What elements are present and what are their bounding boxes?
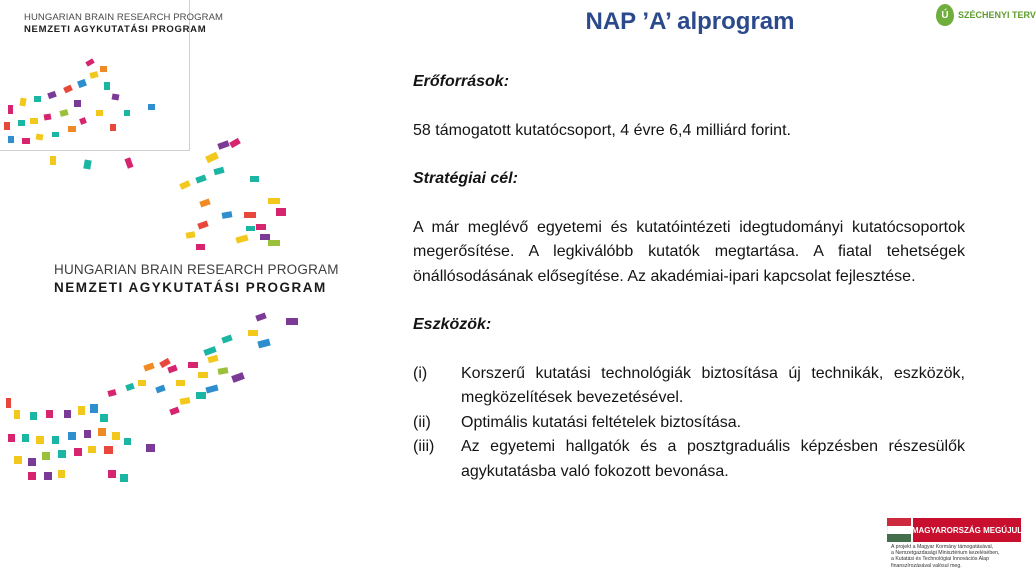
confetti-piece — [30, 412, 37, 420]
confetti-piece — [50, 156, 56, 165]
list-text: Optimális kutatási feltételek biztosítása. — [461, 413, 742, 431]
confetti-piece — [257, 339, 270, 349]
confetti-piece — [22, 434, 29, 442]
confetti-piece — [8, 434, 15, 442]
confetti-piece — [260, 234, 270, 240]
strategy-heading: Stratégiai cél: — [413, 170, 518, 187]
confetti-piece — [250, 176, 259, 182]
funding-note — [891, 544, 1023, 569]
confetti-piece — [268, 198, 280, 204]
confetti-piece — [107, 389, 116, 397]
confetti-piece — [197, 220, 208, 229]
confetti-piece — [205, 385, 218, 394]
confetti-piece — [268, 240, 280, 246]
confetti-piece — [108, 470, 116, 478]
confetti-piece — [248, 330, 258, 336]
confetti-piece — [176, 380, 185, 386]
funding-note-line: a Kutatási és Technológiai Innovációs Alap — [891, 556, 989, 563]
small-logo-english: HUNGARIAN BRAIN RESEARCH PROGRAM — [24, 12, 224, 23]
confetti-piece — [138, 380, 146, 386]
confetti-piece — [203, 346, 216, 356]
confetti-piece — [28, 472, 36, 480]
list-number: (iii) — [413, 438, 435, 455]
hungarian-flag-icon — [887, 518, 911, 542]
confetti-piece — [218, 367, 229, 375]
szechenyi-leaf-icon: Ú — [936, 4, 954, 26]
confetti-piece — [28, 458, 36, 466]
confetti-piece — [195, 174, 206, 183]
confetti-piece — [217, 140, 229, 149]
tools-list-item — [413, 435, 965, 484]
confetti-piece — [155, 385, 166, 394]
slide-content — [413, 70, 965, 484]
confetti-piece — [14, 410, 20, 419]
megujul-banner: MAGYARORSZÁG MEGÚJUL — [913, 518, 1021, 542]
confetti-piece — [74, 448, 82, 456]
confetti-piece — [104, 446, 113, 454]
confetti-piece — [196, 392, 206, 399]
confetti-piece — [124, 438, 131, 445]
flag-stripe-green — [887, 534, 911, 542]
confetti-piece — [205, 152, 219, 163]
confetti-piece — [188, 362, 198, 368]
program-name-hungarian: NEMZETI AGYKUTATÁSI PROGRAM — [54, 280, 327, 295]
tools-list-item — [413, 362, 965, 411]
funding-note-line: finanszírozásával valósul meg. — [891, 562, 962, 569]
confetti-piece — [199, 198, 210, 207]
confetti-piece — [44, 472, 52, 480]
confetti-piece — [58, 450, 66, 458]
list-number: (i) — [413, 364, 428, 382]
confetti-piece — [58, 470, 65, 478]
confetti-piece — [42, 452, 50, 460]
confetti-piece — [146, 444, 155, 452]
confetti-piece — [196, 244, 205, 250]
confetti-piece — [68, 432, 76, 440]
confetti-piece — [125, 383, 135, 391]
confetti-piece — [124, 157, 133, 168]
confetti-piece — [64, 410, 71, 418]
confetti-piece — [246, 226, 255, 231]
confetti-piece — [231, 372, 245, 383]
flag-stripe-red — [887, 518, 911, 526]
program-name-english: HUNGARIAN BRAIN RESEARCH PROGRAM — [54, 262, 339, 277]
confetti-piece — [88, 446, 96, 453]
confetti-piece — [186, 231, 196, 238]
confetti-piece — [179, 180, 191, 190]
confetti-piece — [84, 430, 91, 438]
confetti-piece — [213, 167, 224, 175]
resources-heading: Erőforrások: — [413, 73, 510, 90]
confetti-piece — [6, 398, 11, 408]
list-text: Az egyetemi hallgatók és a posztgraduális képzésben részesülők agykutatásba való fokozott bevonása. — [461, 438, 965, 480]
szechenyi-label: SZÉCHENYI TERV — [958, 10, 1036, 20]
confetti-piece — [159, 358, 171, 368]
confetti-piece — [180, 397, 191, 405]
confetti-piece — [276, 208, 286, 216]
confetti-piece — [255, 312, 266, 321]
confetti-piece — [36, 436, 44, 444]
confetti-piece — [222, 211, 233, 219]
confetti-piece — [221, 334, 232, 343]
confetti-piece — [98, 428, 106, 436]
confetti-piece — [256, 224, 266, 230]
list-number: (ii) — [413, 413, 431, 431]
confetti-piece — [100, 414, 108, 422]
confetti-piece — [207, 355, 218, 363]
szechenyi-terv-logo — [936, 4, 1036, 26]
slide-title: NAP ’A’ alprogram — [585, 8, 795, 35]
confetti-piece — [120, 474, 128, 482]
confetti-piece — [198, 372, 208, 378]
list-text: Korszerű kutatási technológiák biztosítása új technikák, eszközök, megközelítések bevezetésével. — [461, 364, 965, 406]
confetti-piece — [229, 138, 241, 148]
confetti-piece — [244, 212, 256, 218]
tools-list-item — [413, 411, 965, 436]
funding-note-line: A projekt a Magyar Kormány támogatásával, — [891, 544, 994, 550]
resources-text: 58 támogatott kutatócsoport, 4 évre 6,4 milliárd forint. — [413, 121, 791, 139]
confetti-piece — [286, 318, 298, 325]
confetti-piece — [90, 404, 98, 413]
confetti-piece — [235, 235, 248, 244]
strategy-text: A már meglévő egyetemi és kutatóintézeti idegtudományi kutatócsoportok megerősítése. A legkiválóbb kutatók megtartása. A fiatal tehetségek önállósodásának elősegítése. Az akadémiai-ipari kapcsolat fejlesztése. — [413, 218, 965, 285]
small-program-logo — [0, 0, 224, 151]
confetti-piece — [112, 432, 120, 440]
confetti-piece — [167, 365, 178, 374]
confetti-piece — [83, 159, 91, 169]
confetti-piece — [169, 407, 180, 416]
confetti-piece — [14, 456, 22, 464]
tools-heading: Eszközök: — [413, 316, 492, 333]
confetti-piece — [52, 436, 59, 444]
confetti-piece — [143, 362, 154, 371]
flag-stripe-white — [887, 526, 911, 534]
small-logo-hungarian: NEMZETI AGYKUTATÁSI PROGRAM — [24, 24, 207, 35]
confetti-piece — [46, 410, 53, 418]
confetti-piece — [78, 406, 85, 415]
funding-note-line: a Nemzetgazdasági Minisztérium kezelésében, — [891, 550, 1000, 557]
